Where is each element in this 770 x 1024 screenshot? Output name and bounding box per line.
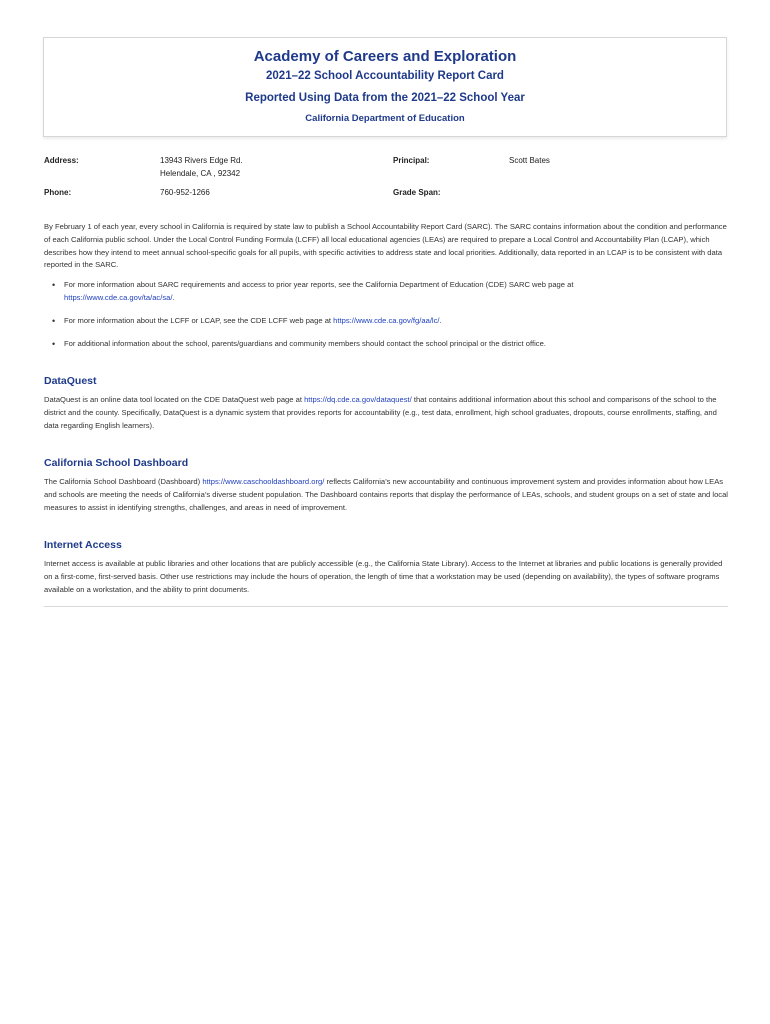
principal-value: Scott Bates [509, 156, 550, 165]
list-item [44, 338, 728, 351]
dataquest-text-after: that contains additional information about this school and comparisons of the school to the district and the county. Specifically, DataQuest is a dynamic system that provides reports for accountability (e.g., test data, enrollment, high school graduates, dropouts, course enrollments, staffing, and data regarding English learners). [44, 395, 717, 430]
sarc-web-page-link[interactable]: https://www.cde.ca.gov/ta/ac/sa/ [64, 292, 173, 302]
school-name: Academy of Careers and Exploration [253, 48, 517, 65]
bullet-text: For more information about the LCFF or LCAP, see the CDE LCFF web page at [64, 315, 332, 325]
department-name: California Department of Education [305, 113, 465, 124]
section-divider [44, 606, 728, 607]
phone-value: 760-952-1266 [160, 188, 210, 197]
bullet-icon: • [52, 280, 56, 290]
bullet-text: For additional information about the school, parents/guardians and community members should contact the school principal or the district office. [64, 339, 546, 349]
bullet-end: . [439, 315, 442, 325]
internet-access-paragraph: Internet access is available at public libraries and other locations that are publicly accessible (e.g., the California State Library). Access to the Internet at libraries and public locations is generally provided on a first-come, first-served basis. Other use restrictions may include the hours of operation, the length of time that a workstation may be used (depending on availability), the types of software programs available on a workstation, and the ability to print documents. [44, 559, 723, 594]
bullet-text: For more information about SARC requirements and access to prior year reports, see the California Department of Education (CDE) SARC web page at [64, 280, 574, 289]
address-label: Address: [44, 156, 79, 165]
bullet-icon: • [52, 339, 56, 350]
dashboard-text-before: The California School Dashboard (Dashboard) [44, 477, 201, 486]
dashboard-link[interactable]: https://www.caschooldashboard.org/ [202, 477, 325, 486]
lcff-web-page-link[interactable]: https://www.cde.ca.gov/fg/aa/lc/ [333, 315, 440, 325]
phone-label: Phone: [44, 188, 72, 197]
dashboard-heading: California School Dashboard [44, 457, 189, 469]
list-item [44, 279, 728, 305]
principal-label: Principal: [393, 156, 430, 165]
bullet-icon: • [52, 315, 56, 326]
data-year-subtitle: Reported Using Data from the 2021–22 School Year [245, 92, 525, 104]
internet-access-heading: Internet Access [44, 539, 122, 551]
bullet-end: . [172, 292, 175, 302]
dashboard-paragraph [44, 476, 728, 514]
grade-span-label: Grade Span: [393, 188, 441, 197]
dataquest-link[interactable]: https://dq.cde.ca.gov/dataquest/ [304, 395, 412, 404]
dashboard-text-after: reflects California’s new accountability and continuous improvement system and provides information about how LEAs and schools are meeting the needs of California’s diverse student population. The Dashboard contains reports that display the performance of LEAs, schools, and student groups on a set of state and local measures to assist in identifying strengths, challenges, and areas in need of improvement. [44, 477, 728, 512]
report-title: 2021–22 School Accountability Report Card [266, 70, 504, 82]
intro-bullet-list [44, 279, 728, 351]
list-item [44, 315, 728, 328]
dataquest-text-before: DataQuest is an online data tool located on the CDE DataQuest web page at [44, 395, 302, 404]
intro-paragraph: By February 1 of each year, every school in California is required by state law to publish a School Accountability Report Card (SARC). The SARC contains information about the condition and performance of each California public school. Under the Local Control Funding Formula (LCFF) all local educational agencies (LEAs) are required to prepare a Local Control and Accountability Plan (LCAP), which describes how they intend to meet annual school-specific goals for all pupils, with specific activities to address state and local priorities. Additionally, data reported in an LCAP is to be consistent with data reported in the SARC. [44, 222, 727, 270]
address-line1: 13943 Rivers Edge Rd. [160, 156, 243, 165]
dataquest-paragraph [44, 394, 728, 432]
address-line2: Helendale, CA , 92342 [160, 169, 241, 178]
report-header [43, 37, 727, 137]
dataquest-heading: DataQuest [44, 375, 97, 387]
